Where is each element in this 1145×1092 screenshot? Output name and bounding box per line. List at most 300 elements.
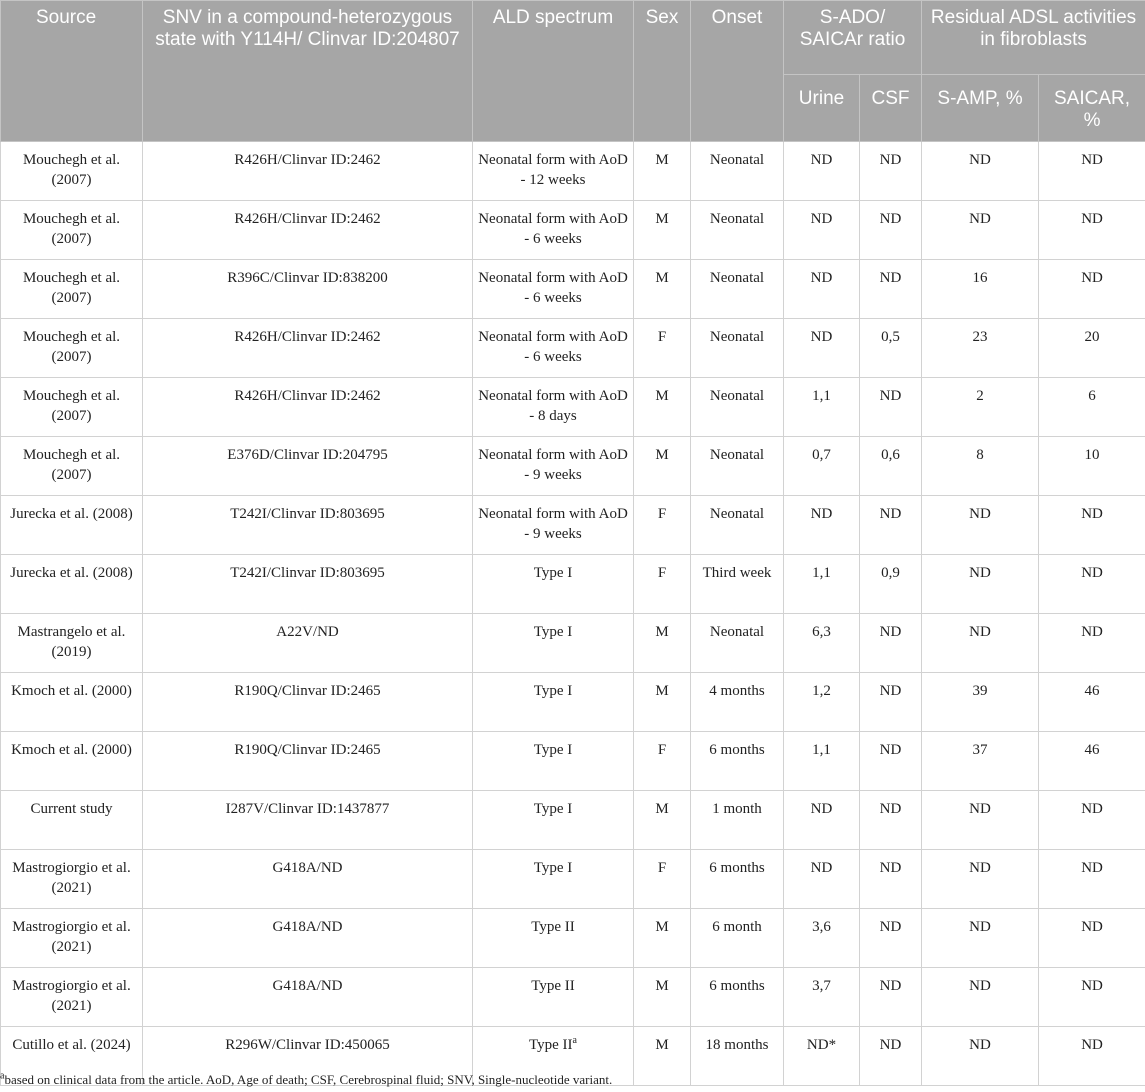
cell-ald-spectrum bbox=[473, 142, 634, 201]
cell-s-amp-text: 37 bbox=[972, 742, 988, 758]
cell-source-text: Cutillo et al. (2024) bbox=[12, 1037, 131, 1053]
cell-snv bbox=[143, 791, 473, 850]
cell-source-text: Mastrangelo et al. (2019) bbox=[17, 624, 126, 660]
header-residual-group: Residual ADSL activities in fibroblasts bbox=[922, 1, 1145, 75]
cell-source-text: Mouchegh et al. (2007) bbox=[22, 388, 121, 424]
table-row bbox=[1, 791, 1145, 850]
cell-saicar bbox=[1039, 850, 1145, 909]
cell-saicar-text: ND bbox=[1081, 152, 1103, 168]
cell-urine-ratio bbox=[784, 378, 860, 437]
cell-saicar bbox=[1039, 555, 1145, 614]
cell-onset bbox=[691, 437, 784, 496]
cell-s-amp bbox=[922, 437, 1039, 496]
cell-snv bbox=[143, 260, 473, 319]
cell-sex-text: M bbox=[655, 1037, 669, 1053]
header-s-amp: S-AMP, % bbox=[922, 75, 1039, 142]
cell-ald-spectrum bbox=[473, 260, 634, 319]
cell-snv-text: R426H/Clinvar ID:2462 bbox=[234, 388, 381, 404]
cell-saicar bbox=[1039, 378, 1145, 437]
cell-source bbox=[1, 142, 143, 201]
cell-snv bbox=[143, 968, 473, 1027]
cell-sex bbox=[634, 791, 691, 850]
cell-saicar-text: ND bbox=[1081, 270, 1103, 286]
cell-onset bbox=[691, 909, 784, 968]
cell-sex bbox=[634, 437, 691, 496]
cell-urine-ratio bbox=[784, 673, 860, 732]
cell-snv-text: R396C/Clinvar ID:838200 bbox=[227, 270, 388, 286]
cell-urine-ratio-text: 6,3 bbox=[812, 624, 831, 640]
cell-onset bbox=[691, 201, 784, 260]
header-csf: CSF bbox=[860, 75, 922, 142]
cell-urine-ratio bbox=[784, 319, 860, 378]
header-urine: Urine bbox=[784, 75, 860, 142]
header-source: Source bbox=[1, 1, 143, 142]
table-footnote bbox=[0, 1072, 612, 1088]
cell-ald-spectrum-text: Neonatal form with AoD - 6 weeks bbox=[478, 211, 628, 247]
cell-csf-ratio bbox=[860, 260, 922, 319]
cell-csf-ratio-text: ND bbox=[879, 978, 902, 994]
cell-saicar bbox=[1039, 614, 1145, 673]
cell-sex bbox=[634, 909, 691, 968]
cell-snv bbox=[143, 614, 473, 673]
cell-saicar-text: 20 bbox=[1084, 329, 1100, 345]
cell-source-text: Mastrogiorgio et al. (2021) bbox=[12, 919, 131, 955]
cell-s-amp-text: ND bbox=[969, 506, 991, 522]
cell-onset-text: 1 month bbox=[712, 801, 762, 817]
cell-ald-spectrum bbox=[473, 968, 634, 1027]
cell-sex-text: F bbox=[657, 506, 667, 522]
table-row bbox=[1, 850, 1145, 909]
cell-sex-text: M bbox=[655, 801, 669, 817]
cell-s-amp-text: 8 bbox=[976, 447, 984, 463]
cell-csf-ratio bbox=[860, 142, 922, 201]
cell-snv-text: R426H/Clinvar ID:2462 bbox=[234, 329, 381, 345]
cell-sex bbox=[634, 614, 691, 673]
cell-csf-ratio bbox=[860, 496, 922, 555]
cell-ald-spectrum-text: Neonatal form with AoD - 8 days bbox=[478, 388, 628, 424]
cell-s-amp bbox=[922, 319, 1039, 378]
cell-snv bbox=[143, 496, 473, 555]
table-row bbox=[1, 968, 1145, 1027]
cell-urine-ratio-text: 0,7 bbox=[812, 447, 831, 463]
table-row bbox=[1, 260, 1145, 319]
cell-urine-ratio bbox=[784, 732, 860, 791]
cell-ald-spectrum-text: Neonatal form with AoD - 6 weeks bbox=[478, 329, 628, 365]
cell-csf-ratio-text: ND bbox=[879, 1037, 902, 1053]
cell-snv bbox=[143, 201, 473, 260]
cell-snv-text: R190Q/Clinvar ID:2465 bbox=[234, 742, 381, 758]
cell-urine-ratio-text: ND bbox=[810, 211, 833, 227]
cell-csf-ratio-text: ND bbox=[879, 388, 902, 404]
cell-urine-ratio bbox=[784, 496, 860, 555]
cell-saicar-text: ND bbox=[1081, 624, 1103, 640]
cell-sex bbox=[634, 378, 691, 437]
cell-source-text: Kmoch et al. (2000) bbox=[11, 742, 132, 758]
cell-source-text: Current study bbox=[30, 801, 113, 817]
cell-snv-text: G418A/ND bbox=[272, 978, 343, 994]
cell-sex bbox=[634, 968, 691, 1027]
table-row bbox=[1, 201, 1145, 260]
cell-onset-text: 6 months bbox=[709, 742, 765, 758]
cell-onset bbox=[691, 260, 784, 319]
header-saicar: SAICAR, % bbox=[1039, 75, 1145, 142]
cell-saicar-text: ND bbox=[1081, 211, 1103, 227]
cell-onset-text: Neonatal bbox=[709, 447, 765, 463]
cell-source-text: Mouchegh et al. (2007) bbox=[22, 447, 121, 483]
cell-source-text: Mastrogiorgio et al. (2021) bbox=[12, 978, 131, 1014]
cell-urine-ratio bbox=[784, 1027, 860, 1086]
cell-urine-ratio-text: ND* bbox=[806, 1037, 837, 1053]
cell-urine-ratio-text: 1,1 bbox=[812, 742, 831, 758]
cell-urine-ratio-text: ND bbox=[810, 506, 833, 522]
cell-onset-text: 6 months bbox=[709, 978, 765, 994]
cell-onset bbox=[691, 673, 784, 732]
cell-onset-text: Third week bbox=[702, 565, 772, 581]
cell-saicar-text: ND bbox=[1081, 978, 1103, 994]
table-row bbox=[1, 909, 1145, 968]
cell-source-text: Mastrogiorgio et al. (2021) bbox=[12, 860, 131, 896]
table-row bbox=[1, 555, 1145, 614]
cell-urine-ratio-text: 1,2 bbox=[812, 683, 831, 699]
cell-s-amp bbox=[922, 673, 1039, 732]
cell-onset bbox=[691, 378, 784, 437]
cell-ald-spectrum bbox=[473, 378, 634, 437]
cell-source bbox=[1, 201, 143, 260]
cell-snv-text: R190Q/Clinvar ID:2465 bbox=[234, 683, 381, 699]
cell-ald-spectrum-text: Neonatal form with AoD - 9 weeks bbox=[478, 506, 628, 542]
cell-csf-ratio bbox=[860, 201, 922, 260]
cell-onset bbox=[691, 850, 784, 909]
cell-urine-ratio bbox=[784, 968, 860, 1027]
cell-source bbox=[1, 614, 143, 673]
cell-saicar-text: ND bbox=[1081, 1037, 1103, 1053]
cell-saicar bbox=[1039, 142, 1145, 201]
cell-csf-ratio-text: ND bbox=[879, 919, 902, 935]
cell-snv-text: R296W/Clinvar ID:450065 bbox=[225, 1037, 390, 1053]
cell-onset bbox=[691, 968, 784, 1027]
cell-csf-ratio-text: ND bbox=[879, 801, 902, 817]
cell-csf-ratio bbox=[860, 732, 922, 791]
table-body bbox=[1, 142, 1145, 1086]
cell-csf-ratio bbox=[860, 1027, 922, 1086]
cell-sex bbox=[634, 319, 691, 378]
cell-sex bbox=[634, 732, 691, 791]
cell-sex-text: M bbox=[655, 919, 669, 935]
cell-csf-ratio-text: ND bbox=[879, 624, 902, 640]
cell-saicar-text: 10 bbox=[1084, 447, 1100, 463]
cell-onset bbox=[691, 496, 784, 555]
table-row bbox=[1, 437, 1145, 496]
cell-sex-text: F bbox=[657, 565, 667, 581]
cell-saicar bbox=[1039, 1027, 1145, 1086]
cell-s-amp-text: 39 bbox=[972, 683, 988, 699]
cell-source bbox=[1, 968, 143, 1027]
cell-csf-ratio bbox=[860, 378, 922, 437]
cell-sex bbox=[634, 496, 691, 555]
cell-s-amp-text: ND bbox=[969, 978, 991, 994]
cell-csf-ratio-text: ND bbox=[879, 506, 902, 522]
cell-saicar bbox=[1039, 201, 1145, 260]
cell-ald-spectrum-text: Neonatal form with AoD - 6 weeks bbox=[478, 270, 628, 306]
cell-snv bbox=[143, 673, 473, 732]
table-row bbox=[1, 378, 1145, 437]
cell-onset-text: Neonatal bbox=[709, 506, 765, 522]
cell-urine-ratio bbox=[784, 909, 860, 968]
cell-s-amp bbox=[922, 496, 1039, 555]
cell-urine-ratio bbox=[784, 260, 860, 319]
cell-s-amp bbox=[922, 850, 1039, 909]
header-snv: SNV in a compound-heterozygous state with Y114H/ Clinvar ID:204807 bbox=[143, 1, 473, 142]
cell-source bbox=[1, 909, 143, 968]
table-row bbox=[1, 319, 1145, 378]
cell-ald-spectrum-text: Type I bbox=[533, 742, 573, 758]
cell-snv-text: G418A/ND bbox=[272, 919, 343, 935]
cell-saicar-text: ND bbox=[1081, 860, 1103, 876]
cell-saicar bbox=[1039, 437, 1145, 496]
cell-csf-ratio bbox=[860, 319, 922, 378]
cell-sex-text: M bbox=[655, 683, 669, 699]
cell-source-text: Mouchegh et al. (2007) bbox=[22, 329, 121, 365]
header-ratio-group: S-ADO/ SAICAr ratio bbox=[784, 1, 922, 75]
cell-urine-ratio bbox=[784, 201, 860, 260]
cell-onset bbox=[691, 614, 784, 673]
cell-ald-spectrum-text: Type I bbox=[533, 683, 573, 699]
cell-csf-ratio-text: ND bbox=[879, 860, 902, 876]
header-ald-spectrum: ALD spectrum bbox=[473, 1, 634, 142]
cell-s-amp bbox=[922, 791, 1039, 850]
header-sex: Sex bbox=[634, 1, 691, 142]
cell-s-amp-text: 2 bbox=[976, 388, 984, 404]
cell-urine-ratio bbox=[784, 791, 860, 850]
cell-onset-text: Neonatal bbox=[709, 152, 765, 168]
cell-s-amp bbox=[922, 201, 1039, 260]
cell-ald-spectrum-text: Type II bbox=[531, 978, 575, 994]
cell-sex-text: M bbox=[655, 978, 669, 994]
cell-sex bbox=[634, 201, 691, 260]
cell-source bbox=[1, 319, 143, 378]
cell-ald-spectrum bbox=[473, 496, 634, 555]
cell-ald-spectrum-text: Neonatal form with AoD - 9 weeks bbox=[478, 447, 628, 483]
cell-urine-ratio bbox=[784, 142, 860, 201]
cell-s-amp bbox=[922, 614, 1039, 673]
cell-snv-text: R426H/Clinvar ID:2462 bbox=[234, 211, 381, 227]
cell-csf-ratio bbox=[860, 968, 922, 1027]
cell-onset bbox=[691, 791, 784, 850]
cell-snv-text: T242I/Clinvar ID:803695 bbox=[230, 565, 385, 581]
cell-saicar-text: 46 bbox=[1084, 742, 1100, 758]
cell-saicar-text: ND bbox=[1081, 565, 1103, 581]
cell-urine-ratio-text: ND bbox=[810, 801, 833, 817]
cell-ald-spectrum bbox=[473, 614, 634, 673]
cell-sex-text: M bbox=[655, 447, 669, 463]
cell-s-amp bbox=[922, 1027, 1039, 1086]
cell-csf-ratio-text: 0,5 bbox=[881, 329, 900, 345]
cell-csf-ratio-text: ND bbox=[879, 211, 902, 227]
cell-saicar bbox=[1039, 732, 1145, 791]
table-row bbox=[1, 673, 1145, 732]
cell-s-amp-text: ND bbox=[969, 1037, 991, 1053]
cell-urine-ratio bbox=[784, 614, 860, 673]
cell-onset bbox=[691, 1027, 784, 1086]
cell-snv bbox=[143, 142, 473, 201]
cell-s-amp bbox=[922, 260, 1039, 319]
cell-urine-ratio-text: 3,6 bbox=[812, 919, 831, 935]
cell-saicar bbox=[1039, 496, 1145, 555]
table-row bbox=[1, 732, 1145, 791]
cell-s-amp bbox=[922, 909, 1039, 968]
cell-source bbox=[1, 437, 143, 496]
cell-ald-spectrum bbox=[473, 437, 634, 496]
cell-urine-ratio-text: ND bbox=[810, 860, 833, 876]
cell-onset-text: Neonatal bbox=[709, 211, 765, 227]
cell-source bbox=[1, 555, 143, 614]
cell-onset bbox=[691, 732, 784, 791]
cell-source bbox=[1, 791, 143, 850]
cell-source-text: Mouchegh et al. (2007) bbox=[22, 152, 121, 188]
cell-snv bbox=[143, 378, 473, 437]
cell-csf-ratio bbox=[860, 850, 922, 909]
cell-ald-spectrum bbox=[473, 850, 634, 909]
cell-source bbox=[1, 850, 143, 909]
cell-source-text: Kmoch et al. (2000) bbox=[11, 683, 132, 699]
cell-sex bbox=[634, 850, 691, 909]
cell-source bbox=[1, 378, 143, 437]
cell-onset-text: 6 month bbox=[712, 919, 762, 935]
cell-saicar bbox=[1039, 673, 1145, 732]
cell-onset-text: 6 months bbox=[709, 860, 765, 876]
cell-snv-text: A22V/ND bbox=[276, 624, 339, 640]
cell-snv-text: G418A/ND bbox=[272, 860, 343, 876]
cell-source-text: Jurecka et al. (2008) bbox=[10, 565, 133, 581]
cell-ald-spectrum bbox=[473, 201, 634, 260]
cell-ald-spectrum bbox=[473, 673, 634, 732]
cell-ald-spectrum-text: Type II bbox=[529, 1037, 573, 1053]
cell-sex bbox=[634, 1027, 691, 1086]
cell-s-amp-text: ND bbox=[969, 211, 991, 227]
cell-s-amp-text: 23 bbox=[972, 329, 988, 345]
cell-sex-text: F bbox=[657, 860, 667, 876]
cell-csf-ratio-text: ND bbox=[879, 742, 902, 758]
cell-s-amp bbox=[922, 555, 1039, 614]
cell-ald-spectrum bbox=[473, 555, 634, 614]
cell-snv bbox=[143, 909, 473, 968]
cell-s-amp-text: ND bbox=[969, 860, 991, 876]
cell-s-amp-text: ND bbox=[969, 565, 991, 581]
cell-urine-ratio bbox=[784, 850, 860, 909]
cell-ald-spectrum bbox=[473, 319, 634, 378]
cell-sex-text: M bbox=[655, 270, 669, 286]
cell-s-amp-text: ND bbox=[969, 801, 991, 817]
cell-sex-text: M bbox=[655, 152, 669, 168]
table-row bbox=[1, 614, 1145, 673]
cell-urine-ratio-text: ND bbox=[810, 270, 833, 286]
cell-source bbox=[1, 496, 143, 555]
cell-snv-text: E376D/Clinvar ID:204795 bbox=[227, 447, 388, 463]
cell-ald-spectrum bbox=[473, 791, 634, 850]
cell-urine-ratio-text: ND bbox=[810, 152, 833, 168]
cell-csf-ratio bbox=[860, 673, 922, 732]
cell-onset-text: 18 months bbox=[705, 1037, 769, 1053]
table-row bbox=[1, 142, 1145, 201]
cell-csf-ratio bbox=[860, 909, 922, 968]
cell-ald-spectrum-text: Type II bbox=[531, 919, 575, 935]
cell-csf-ratio bbox=[860, 791, 922, 850]
cell-snv bbox=[143, 319, 473, 378]
cell-snv bbox=[143, 850, 473, 909]
cell-s-amp bbox=[922, 732, 1039, 791]
cell-onset-text: 4 months bbox=[709, 683, 765, 699]
cell-snv bbox=[143, 555, 473, 614]
cell-sex-text: M bbox=[655, 388, 669, 404]
footnote-marker: a bbox=[0, 1070, 5, 1082]
cell-ald-spectrum-text: Type I bbox=[533, 624, 573, 640]
header-row-top bbox=[1, 1, 1145, 75]
cell-sex-text: M bbox=[655, 624, 669, 640]
cell-csf-ratio-text: ND bbox=[879, 270, 902, 286]
cell-sex bbox=[634, 142, 691, 201]
cell-csf-ratio-text: 0,9 bbox=[881, 565, 900, 581]
cell-onset bbox=[691, 319, 784, 378]
cell-csf-ratio-text: ND bbox=[879, 683, 902, 699]
cell-snv bbox=[143, 437, 473, 496]
cell-csf-ratio-text: 0,6 bbox=[881, 447, 900, 463]
cell-sex bbox=[634, 673, 691, 732]
cell-saicar bbox=[1039, 319, 1145, 378]
cell-sex-text: F bbox=[657, 742, 667, 758]
cell-s-amp bbox=[922, 378, 1039, 437]
footnote-marker: a bbox=[572, 1035, 577, 1046]
cell-onset-text: Neonatal bbox=[709, 329, 765, 345]
cell-source-text: Mouchegh et al. (2007) bbox=[22, 270, 121, 306]
cell-urine-ratio bbox=[784, 437, 860, 496]
cell-ald-spectrum-text: Type I bbox=[533, 801, 573, 817]
cell-snv-text: I287V/Clinvar ID:1437877 bbox=[225, 801, 390, 817]
cell-saicar-text: 6 bbox=[1088, 388, 1096, 404]
cell-saicar bbox=[1039, 791, 1145, 850]
cell-source bbox=[1, 732, 143, 791]
cell-sex bbox=[634, 555, 691, 614]
cell-s-amp bbox=[922, 142, 1039, 201]
cell-sex-text: F bbox=[657, 329, 667, 345]
table-row bbox=[1, 496, 1145, 555]
cell-saicar bbox=[1039, 909, 1145, 968]
cell-urine-ratio-text: ND bbox=[810, 329, 833, 345]
cell-s-amp-text: 16 bbox=[972, 270, 988, 286]
cell-ald-spectrum bbox=[473, 909, 634, 968]
cell-urine-ratio-text: 1,1 bbox=[812, 388, 831, 404]
cell-saicar bbox=[1039, 260, 1145, 319]
cell-s-amp-text: ND bbox=[969, 624, 991, 640]
cell-saicar bbox=[1039, 968, 1145, 1027]
cell-saicar-text: ND bbox=[1081, 801, 1103, 817]
cell-csf-ratio-text: ND bbox=[879, 152, 902, 168]
cell-urine-ratio-text: 3,7 bbox=[812, 978, 831, 994]
cell-saicar-text: ND bbox=[1081, 919, 1103, 935]
cell-onset bbox=[691, 142, 784, 201]
cell-csf-ratio bbox=[860, 437, 922, 496]
cell-source bbox=[1, 673, 143, 732]
cell-ald-spectrum-text: Type I bbox=[533, 860, 573, 876]
cell-csf-ratio bbox=[860, 614, 922, 673]
cell-source bbox=[1, 260, 143, 319]
cell-s-amp bbox=[922, 968, 1039, 1027]
cell-onset-text: Neonatal bbox=[709, 270, 765, 286]
cell-snv-text: T242I/Clinvar ID:803695 bbox=[230, 506, 385, 522]
cell-saicar-text: 46 bbox=[1084, 683, 1100, 699]
cell-onset bbox=[691, 555, 784, 614]
header-onset: Onset bbox=[691, 1, 784, 142]
cell-ald-spectrum bbox=[473, 732, 634, 791]
